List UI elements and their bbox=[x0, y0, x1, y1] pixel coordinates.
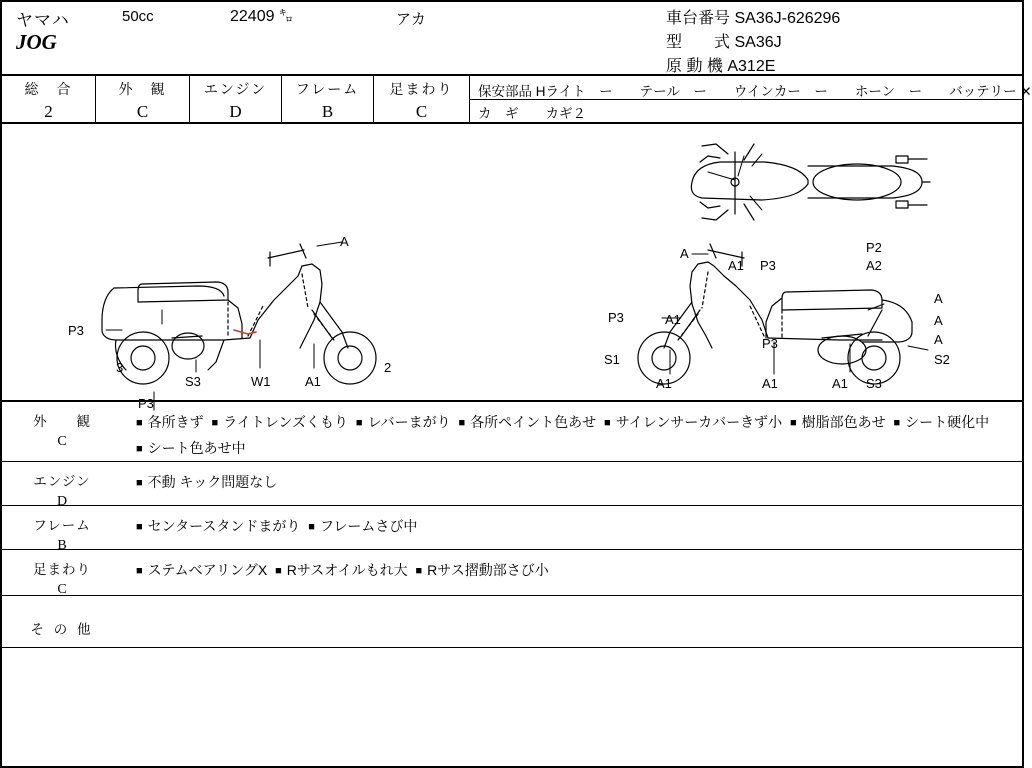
comment-item: ■ 樹脂部色あせ bbox=[789, 414, 886, 430]
damage-diagram bbox=[2, 124, 1022, 411]
label-right-a1-a: A1 bbox=[656, 376, 672, 391]
engine-row bbox=[666, 53, 775, 76]
comment-item: ■ レバーまがり bbox=[355, 414, 451, 430]
grade-label: エンジン bbox=[203, 81, 268, 97]
header-right bbox=[652, 2, 1022, 74]
grade-value: C bbox=[136, 102, 149, 121]
comment-item-label: センタースタンドまがり bbox=[147, 518, 301, 534]
label-top-a-3: A bbox=[934, 332, 943, 347]
label-right-p3: P3 bbox=[608, 310, 624, 325]
label-right-a2: A2 bbox=[866, 258, 882, 273]
comment-item: ■ ステムベアリングX bbox=[136, 562, 268, 578]
label-top-p3-lower: P3 bbox=[762, 336, 778, 351]
grade-label: 足まわり bbox=[389, 81, 454, 97]
comment-item-label: シート硬化中 bbox=[905, 414, 990, 430]
comment-item-label: フレームさび中 bbox=[319, 518, 418, 534]
label-right-p2: P2 bbox=[866, 240, 882, 255]
comment-row-frame bbox=[2, 506, 1022, 553]
comment-item: ■ ライトレンズくもり bbox=[211, 414, 349, 430]
top-view bbox=[691, 144, 930, 220]
divider bbox=[470, 99, 1022, 100]
comment-item-label: 樹脂部色あせ bbox=[801, 414, 886, 430]
comment-row-exterior bbox=[2, 402, 1022, 462]
type-row bbox=[666, 29, 782, 52]
type-label: 型 式 bbox=[666, 34, 731, 51]
engine-label: 原 動 機 bbox=[666, 58, 723, 75]
comment-text bbox=[122, 462, 1022, 504]
label-left-3: 3 bbox=[116, 360, 124, 375]
left-side-view bbox=[102, 244, 376, 384]
label-top-a1-left: A1 bbox=[665, 312, 681, 327]
model-name: JOG bbox=[16, 30, 57, 54]
frame-number-value: SA36J-626296 bbox=[734, 10, 841, 27]
comment-category-label: そ の 他 bbox=[30, 622, 94, 637]
comment-row-engine bbox=[2, 462, 1022, 509]
grade-cell-engine bbox=[190, 76, 282, 124]
comment-item-label: ライトレンズくもり bbox=[223, 414, 349, 430]
label-right-s1: S1 bbox=[604, 352, 620, 367]
grade-value: C bbox=[415, 102, 428, 121]
label-left-s3: S3 bbox=[185, 374, 201, 389]
comment-category bbox=[2, 402, 122, 450]
grade-cell-suspension bbox=[374, 76, 470, 124]
comment-item: ■ フレームさび中 bbox=[308, 518, 418, 534]
label-left-a1: A1 bbox=[305, 374, 321, 389]
keys-line: カ ギ カギ２ bbox=[478, 106, 586, 121]
comment-item: ■ 各所ペイント色あせ bbox=[458, 414, 597, 430]
label-left-a-top: A bbox=[340, 234, 349, 249]
label-top-a1-upper: A1 bbox=[728, 258, 744, 273]
mileage bbox=[230, 6, 293, 26]
comment-category bbox=[2, 550, 122, 598]
label-right-s3: S3 bbox=[866, 376, 882, 391]
comment-item: ■ Rサスオイルもれ大 bbox=[275, 562, 408, 578]
grade-cell-total bbox=[2, 76, 96, 124]
blank-area bbox=[2, 648, 1022, 688]
mileage-value: 22409 bbox=[230, 8, 275, 25]
comment-text bbox=[122, 550, 1022, 592]
diagram-svg bbox=[2, 124, 1022, 411]
comment-text bbox=[122, 506, 1022, 548]
comment-item: ■ シート硬化中 bbox=[893, 414, 990, 430]
comment-item: ■ Rサス摺動部さび小 bbox=[415, 562, 549, 578]
grade-cell-frame bbox=[282, 76, 374, 124]
comment-item: ■ 各所きず bbox=[136, 414, 204, 430]
other-text bbox=[122, 596, 1022, 612]
label-left-2: 2 bbox=[384, 360, 392, 375]
comment-row-other bbox=[2, 596, 1022, 648]
grade-band bbox=[2, 76, 1032, 124]
comment-item: ■ 不動 キック問題なし bbox=[136, 474, 278, 490]
diagram-labels bbox=[68, 234, 950, 411]
label-right-a1-c: A1 bbox=[832, 376, 848, 391]
frame-number-label: 車台番号 bbox=[666, 10, 731, 27]
frame-number-row bbox=[666, 5, 840, 28]
label-right-a-top: A bbox=[680, 246, 689, 261]
label-top-a-1: A bbox=[934, 291, 943, 306]
comment-item-label: 不動 キック問題なし bbox=[147, 474, 278, 490]
comment-item: ■ シート色あせ中 bbox=[136, 440, 246, 456]
maker-name: ヤマハ bbox=[16, 11, 70, 30]
engine-value: A312E bbox=[727, 58, 776, 75]
grade-label: 外 観 bbox=[118, 81, 167, 97]
type-value: SA36J bbox=[734, 34, 782, 51]
mileage-unit: ㌔ bbox=[278, 8, 293, 24]
comment-category-label: 足まわり bbox=[33, 562, 91, 577]
comment-item-label: 各所ペイント色あせ bbox=[470, 414, 597, 430]
comment-item-label: Rサスオイルもれ大 bbox=[286, 562, 408, 578]
label-left-p3-mid: P3 bbox=[68, 323, 84, 338]
comment-item-label: サイレンサーカバーきず小 bbox=[615, 414, 783, 430]
grade-value: D bbox=[229, 102, 242, 121]
comment-item-label: シート色あせ中 bbox=[147, 440, 246, 456]
comment-item-label: レバーまがり bbox=[367, 414, 451, 430]
safety-parts-block bbox=[470, 76, 1032, 124]
label-top-a-2: A bbox=[934, 313, 943, 328]
comment-category bbox=[2, 596, 122, 638]
comment-category-grade: C bbox=[57, 434, 67, 449]
label-left-w1: W1 bbox=[251, 374, 271, 389]
comment-category-grade: B bbox=[57, 538, 67, 553]
comment-category-grade: C bbox=[57, 582, 67, 597]
displacement: 50cc bbox=[122, 8, 154, 25]
grade-label: 総 合 bbox=[24, 81, 73, 97]
grade-value: 2 bbox=[44, 102, 53, 121]
comment-category bbox=[2, 462, 122, 510]
safety-parts-line: 保安部品 Hライト ー テール ー ウインカー ー ホーン ー バッテリー ✕ bbox=[478, 84, 1032, 99]
label-right-a1-b: A1 bbox=[762, 376, 778, 391]
comment-category-label: 外 観 bbox=[33, 414, 91, 429]
header-left bbox=[2, 2, 652, 74]
comment-text bbox=[122, 402, 1022, 470]
comment-row-suspension bbox=[2, 550, 1022, 596]
comment-item-label: Rサス摺動部さび小 bbox=[427, 562, 549, 578]
comment-item: ■ センタースタンドまがり bbox=[136, 518, 301, 534]
sheet-header bbox=[2, 2, 1022, 76]
label-top-p3-upper: P3 bbox=[760, 258, 776, 273]
comment-category-label: フレーム bbox=[33, 518, 91, 533]
label-left-p3-top: P3 bbox=[138, 396, 154, 411]
comment-category-grade: D bbox=[56, 494, 68, 509]
grade-cell-exterior bbox=[96, 76, 190, 124]
comment-category bbox=[2, 506, 122, 554]
grade-label: フレーム bbox=[295, 81, 360, 97]
comment-category-label: エンジン bbox=[33, 474, 91, 489]
comment-item-label: ステムベアリングX bbox=[147, 562, 268, 578]
comment-item: ■ サイレンサーカバーきず小 bbox=[604, 414, 783, 430]
comment-item-label: 各所きず bbox=[147, 414, 204, 430]
body-color: アカ bbox=[396, 11, 426, 28]
label-right-s2: S2 bbox=[934, 352, 950, 367]
grade-value: B bbox=[321, 102, 334, 121]
